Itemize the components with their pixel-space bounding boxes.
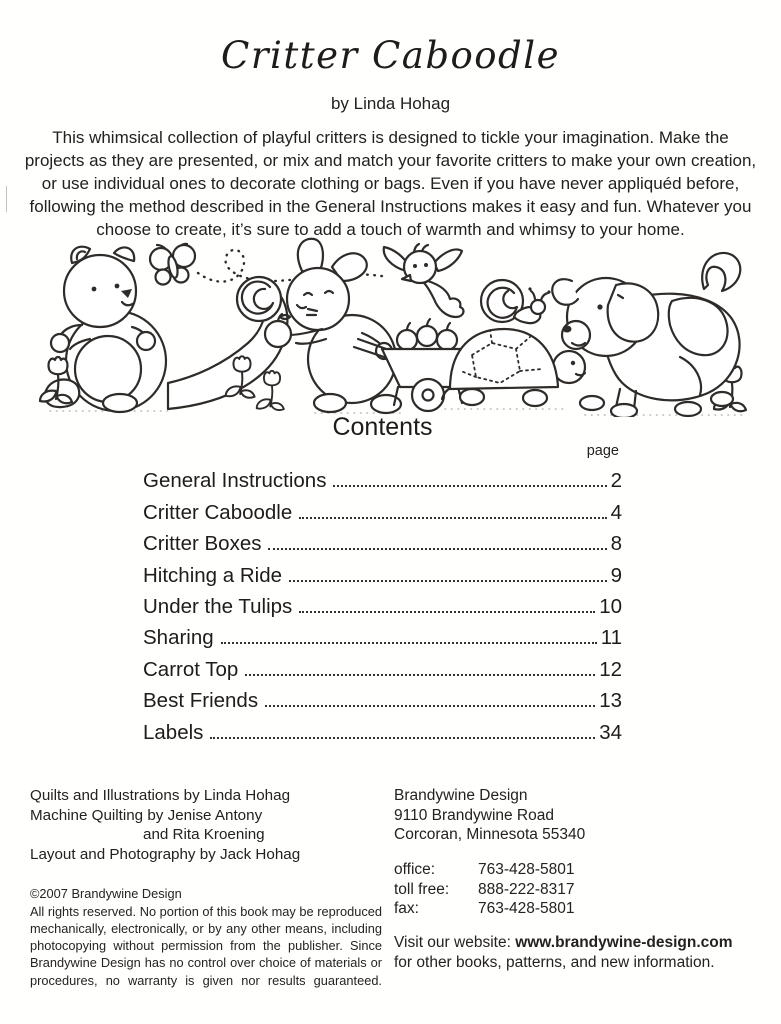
puppy-drawing (552, 253, 740, 417)
website-url: www.brandywine-design.com (515, 934, 733, 951)
toc-entry (143, 650, 622, 681)
phone-number: 763-428-5801 (478, 861, 575, 878)
toc-entry (143, 525, 622, 556)
publisher-block (394, 786, 585, 845)
bird-drawing (384, 244, 464, 317)
byline: by Linda Hohag (330, 94, 451, 113)
phone-list (394, 860, 575, 919)
credit-line: and Rita Kroening (143, 826, 265, 843)
website-block (394, 933, 733, 973)
copyright-body: All rights reserved. No portion of this book may be reproduced mechanically, electronically, or by any other means, including photocopying without permission from the publisher. Since Brandywine Design has no control over choice of materials or procedures, no warranty is given nor results guaranteed. (30, 903, 382, 988)
phone-label: office: (394, 861, 436, 878)
toc-entry-label: Labels (143, 720, 204, 744)
intro-paragraph: This whimsical collection of playful critters is designed to tickle your imagination. Make the projects as they are presented, or mix and match your favorite critters to make your own creation, or use individual ones to decorate clothing or bags. Even if you have never appliquéd before, following the method described in the General Instructions makes it easy and fun. Whatever you choose to create, it’s sure to add a touch of warmth and whimsy to your home. (24, 128, 757, 239)
toc-entry-label: Sharing (143, 626, 214, 650)
toc-page-number: 8 (610, 532, 622, 556)
website-suffix: for other books, patterns, and new information. (394, 954, 715, 971)
toc-page-number: 4 (610, 500, 622, 524)
phone-number: 888-222-8317 (478, 880, 575, 898)
toc-dot-leader (265, 705, 595, 707)
toc-entry-label: Critter Caboodle (143, 500, 293, 524)
credit-line: Machine Quilting by Jenise Antony (30, 806, 263, 824)
phone-label: toll free: (394, 880, 450, 898)
critter-illustration (20, 237, 760, 417)
credit-line: Quilts and Illustrations by Linda Hohag (30, 787, 291, 804)
toc-dot-leader (333, 485, 606, 487)
phone-number: 763-428-5801 (478, 900, 575, 917)
toc-entry (143, 493, 622, 524)
website-line (394, 933, 733, 953)
butterfly-drawing (150, 244, 195, 285)
toc-entry (143, 682, 622, 713)
bunny-drawing (265, 239, 401, 413)
publisher-address-line: Corcoran, Minnesota 55340 (394, 826, 586, 843)
contents-heading: Contents (332, 413, 433, 441)
toc-dot-leader (245, 674, 595, 676)
toc-entry-label: Hitching a Ride (143, 563, 283, 587)
toc-entry-label: Carrot Top (143, 657, 239, 681)
scan-artifact-mark (6, 186, 7, 212)
toc-dot-leader (221, 642, 597, 644)
credits-block (30, 786, 300, 864)
toc-entry-label: Critter Boxes (143, 532, 262, 556)
toc-dot-leader (299, 517, 606, 519)
page-column-label: page (586, 443, 619, 459)
toc-entry (143, 462, 622, 493)
publisher-address-line: 9110 Brandywine Road (394, 806, 554, 824)
toc-entry-label: General Instructions (143, 469, 327, 493)
copyright-block (30, 885, 382, 989)
page-title: Critter Caboodle (221, 34, 560, 77)
toc-page-number: 34 (599, 720, 622, 744)
toc-entry-label: Under the Tulips (143, 594, 293, 618)
publisher-name: Brandywine Design (394, 787, 528, 804)
copyright-line: ©2007 Brandywine Design (30, 886, 182, 901)
toc-dot-leader (268, 548, 606, 550)
website-prefix: Visit our website: (394, 934, 516, 951)
toc-dot-leader (299, 611, 595, 613)
table-of-contents (143, 413, 622, 745)
toc-page-number: 9 (610, 563, 622, 587)
toc-page-number: 2 (610, 469, 622, 493)
toc-dot-leader (210, 737, 595, 739)
toc-dot-leader (289, 580, 607, 582)
toc-page-number: 10 (599, 594, 622, 618)
toc-page-number: 13 (599, 689, 622, 713)
toc-page-number: 12 (599, 657, 622, 681)
toc-entry (143, 713, 622, 744)
toc-page-number: 11 (600, 626, 622, 650)
toc-entry (143, 556, 622, 587)
phone-label: fax: (394, 900, 419, 917)
credit-line: Layout and Photography by Jack Hohag (30, 845, 301, 863)
toc-entry (143, 619, 622, 650)
toc-entry-label: Best Friends (143, 689, 259, 713)
toc-list (143, 462, 622, 745)
toc-entry (143, 588, 622, 619)
